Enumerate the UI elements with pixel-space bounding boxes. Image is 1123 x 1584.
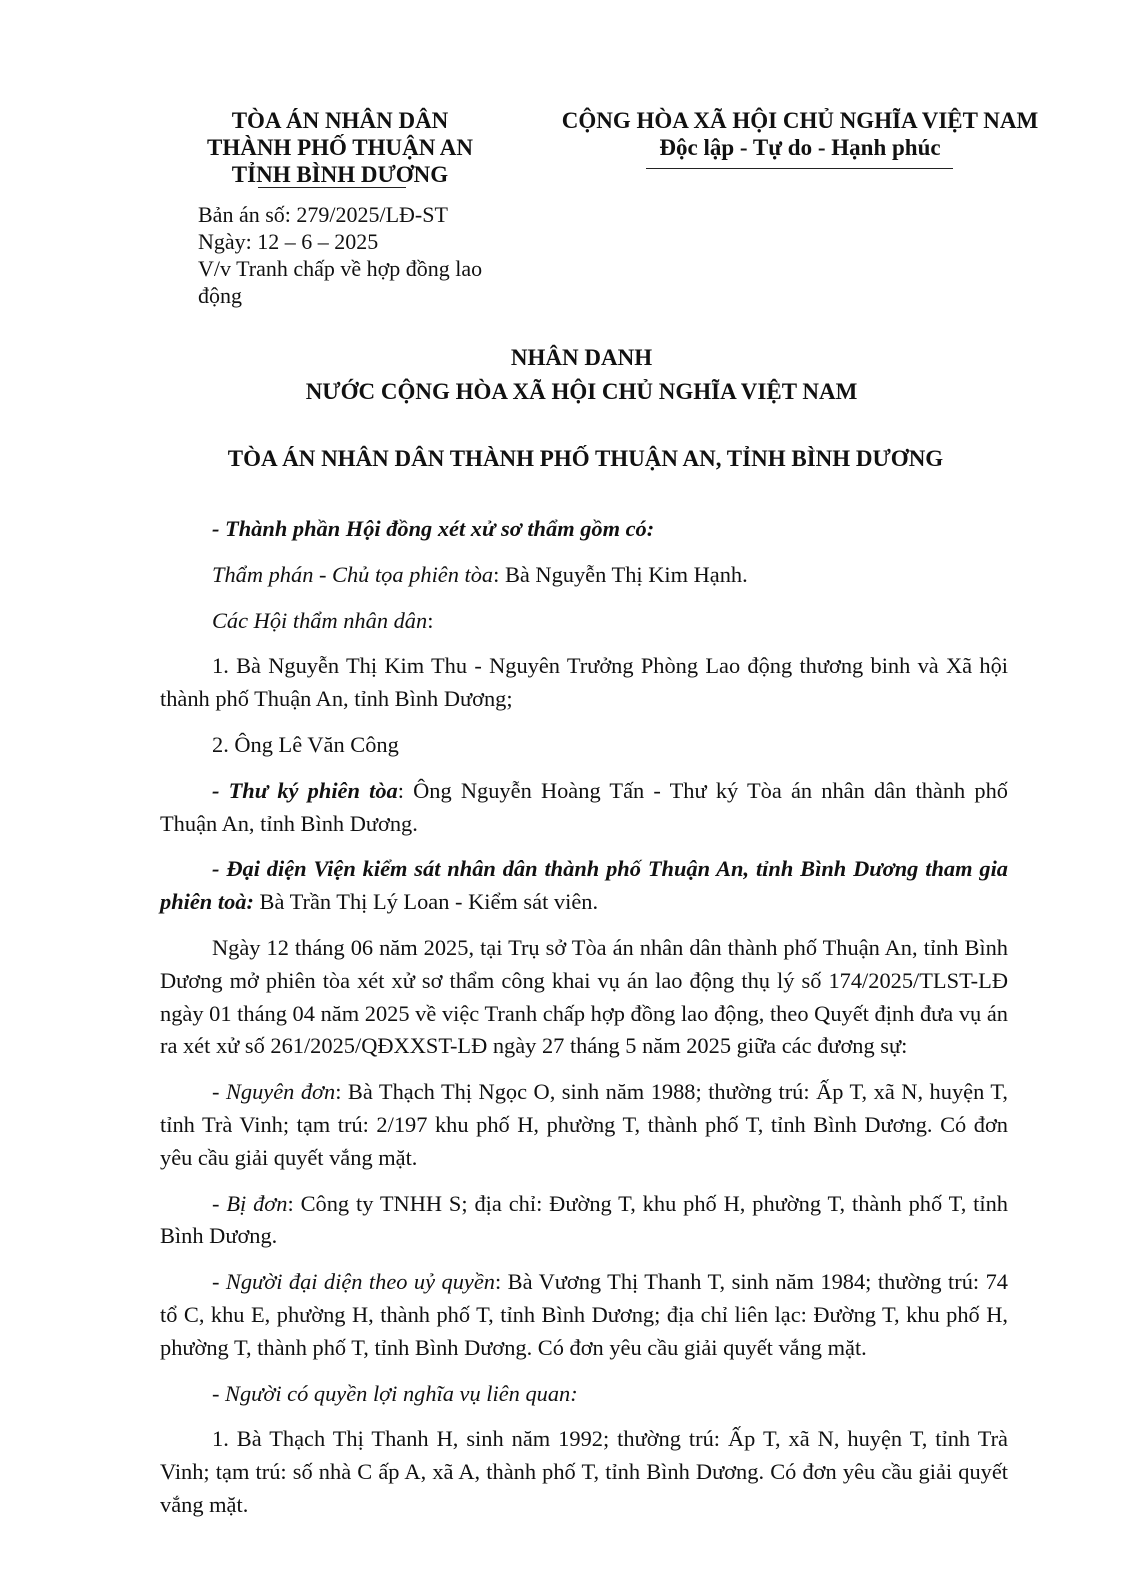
case-date: Ngày: 12 – 6 – 2025	[198, 229, 379, 254]
in-the-name-heading: NHÂN DANH	[510, 345, 653, 370]
court-header-underline	[258, 187, 406, 188]
defendant-label: - Bị đơn	[212, 1190, 288, 1216]
assessors-label: Các Hội thẩm nhân dân	[212, 607, 428, 633]
assessor-1: 1. Bà Nguyễn Thị Kim Thu - Nguyên Trưởng Phòng Lao động thương binh và Xã hội thành phố Thuận An, tỉnh Bình Dương;	[160, 653, 1008, 712]
clerk-line	[160, 775, 1008, 841]
related-heading: - Người có quyền lợi nghĩa vụ liên quan:	[212, 1380, 578, 1406]
national-title: CỘNG HÒA XÃ HỘI CHỦ NGHĨA VIỆT NAM	[561, 108, 1039, 133]
plaintiff-line	[160, 1076, 1008, 1174]
defendant-line	[160, 1188, 1008, 1254]
hearing-paragraph: Ngày 12 tháng 06 năm 2025, tại Trụ sở Tòa án nhân dân thành phố Thuận An, tỉnh Bình Dương mở phiên tòa xét xử sơ thẩm công khai vụ án lao động thụ lý số 174/2025/TLST-LĐ ngày 01 tháng 04 năm 2025 về việc Tranh chấp hợp đồng lao động, theo Quyết định đưa vụ án ra xét xử số 261/2025/QĐXXST-LĐ ngày 27 tháng 5 năm 2025 giữa các đương sự:	[160, 934, 1008, 1059]
procuracy-line	[160, 853, 1008, 919]
court-name-line3: TỈNH BÌNH DƯƠNG	[231, 162, 449, 187]
procuracy-value: Bà Trần Thị Lý Loan - Kiểm sát viên.	[253, 889, 599, 915]
case-number: Bản án số: 279/2025/LĐ-ST	[198, 202, 448, 227]
case-meta	[198, 201, 482, 309]
related-party-1: 1. Bà Thạch Thị Thanh H, sinh năm 1992; thường trú: Ấp T, xã N, huyện T, tỉnh Trà Vinh; tạm trú: số nhà C ấp A, xã A, thành phố T, tỉnh Bình Dương. Có đơn yêu cầu giải quyết vắng mặt.	[160, 1426, 1008, 1517]
defendant-value: : Công ty TNHH S; địa chỉ: Đường T, khu phố H, phường T, thành phố T, tỉnh Bình Dương.	[160, 1190, 1008, 1249]
assessors-heading: Các Hội thẩm nhân dân:	[212, 607, 434, 633]
plaintiff-label: - Nguyên đơn	[212, 1079, 336, 1105]
court-full-heading: TÒA ÁN NHÂN DÂN THÀNH PHỐ THUẬN AN, TỈNH BÌNH DƯƠNG	[227, 446, 944, 471]
procuracy-label: - Đại diện Viện kiểm sát nhân dân thành phố Thuận An, tỉnh Bình Dương tham gia phiên toà:	[160, 856, 1008, 915]
judge-label: Thẩm phán - Chủ tọa phiên tòa	[212, 561, 494, 587]
representative-value: : Bà Vương Thị Thanh T, sinh năm 1984; thường trú: 74 tổ C, khu E, phường H, thành phố T, tỉnh Bình Dương; địa chỉ liên lạc: Đường T, khu phố H, phường T, thành phố T, tỉnh Bình Dương. Có đơn yêu cầu giải quyết vắng mặt.	[160, 1269, 1008, 1360]
national-header	[540, 107, 1060, 161]
judgment-body	[160, 513, 1008, 1535]
court-name-line2: THÀNH PHỐ THUẬN AN	[206, 135, 474, 160]
plaintiff-value: : Bà Thạch Thị Ngọc O, sinh năm 1988; thường trú: Ấp T, xã N, huyện T, tỉnh Trà Vinh; tạm trú: 2/197 khu phố H, phường T, thành phố T, tỉnh Bình Dương. Có đơn yêu cầu giải quyết vắng mặt.	[160, 1079, 1008, 1170]
representative-label: - Người đại diện theo uỷ quyền	[212, 1269, 495, 1295]
court-name-line1: TÒA ÁN NHÂN DÂN	[231, 108, 449, 133]
clerk-value: : Ông Nguyễn Hoàng Tấn - Thư ký Tòa án nhân dân thành phố Thuận An, tỉnh Bình Dương.	[160, 777, 1008, 836]
national-motto: Độc lập - Tự do - Hạnh phúc	[659, 135, 941, 160]
court-header	[190, 107, 490, 188]
judge-value: : Bà Nguyễn Thị Kim Hạnh.	[493, 561, 748, 587]
national-header-underline	[646, 168, 953, 169]
judge-line	[160, 559, 1008, 592]
case-subject-line1: V/v Tranh chấp về hợp đồng lao	[198, 256, 483, 281]
representative-line	[160, 1266, 1008, 1364]
panel-heading: - Thành phần Hội đồng xét xử sơ thẩm gồm có:	[212, 516, 655, 541]
assessor-2: 2. Ông Lê Văn Công	[212, 731, 399, 757]
clerk-label: - Thư ký phiên tòa	[212, 777, 398, 803]
country-heading: NƯỚC CỘNG HÒA XÃ HỘI CHỦ NGHĨA VIỆT NAM	[305, 379, 858, 404]
case-subject-line2: động	[198, 283, 242, 308]
